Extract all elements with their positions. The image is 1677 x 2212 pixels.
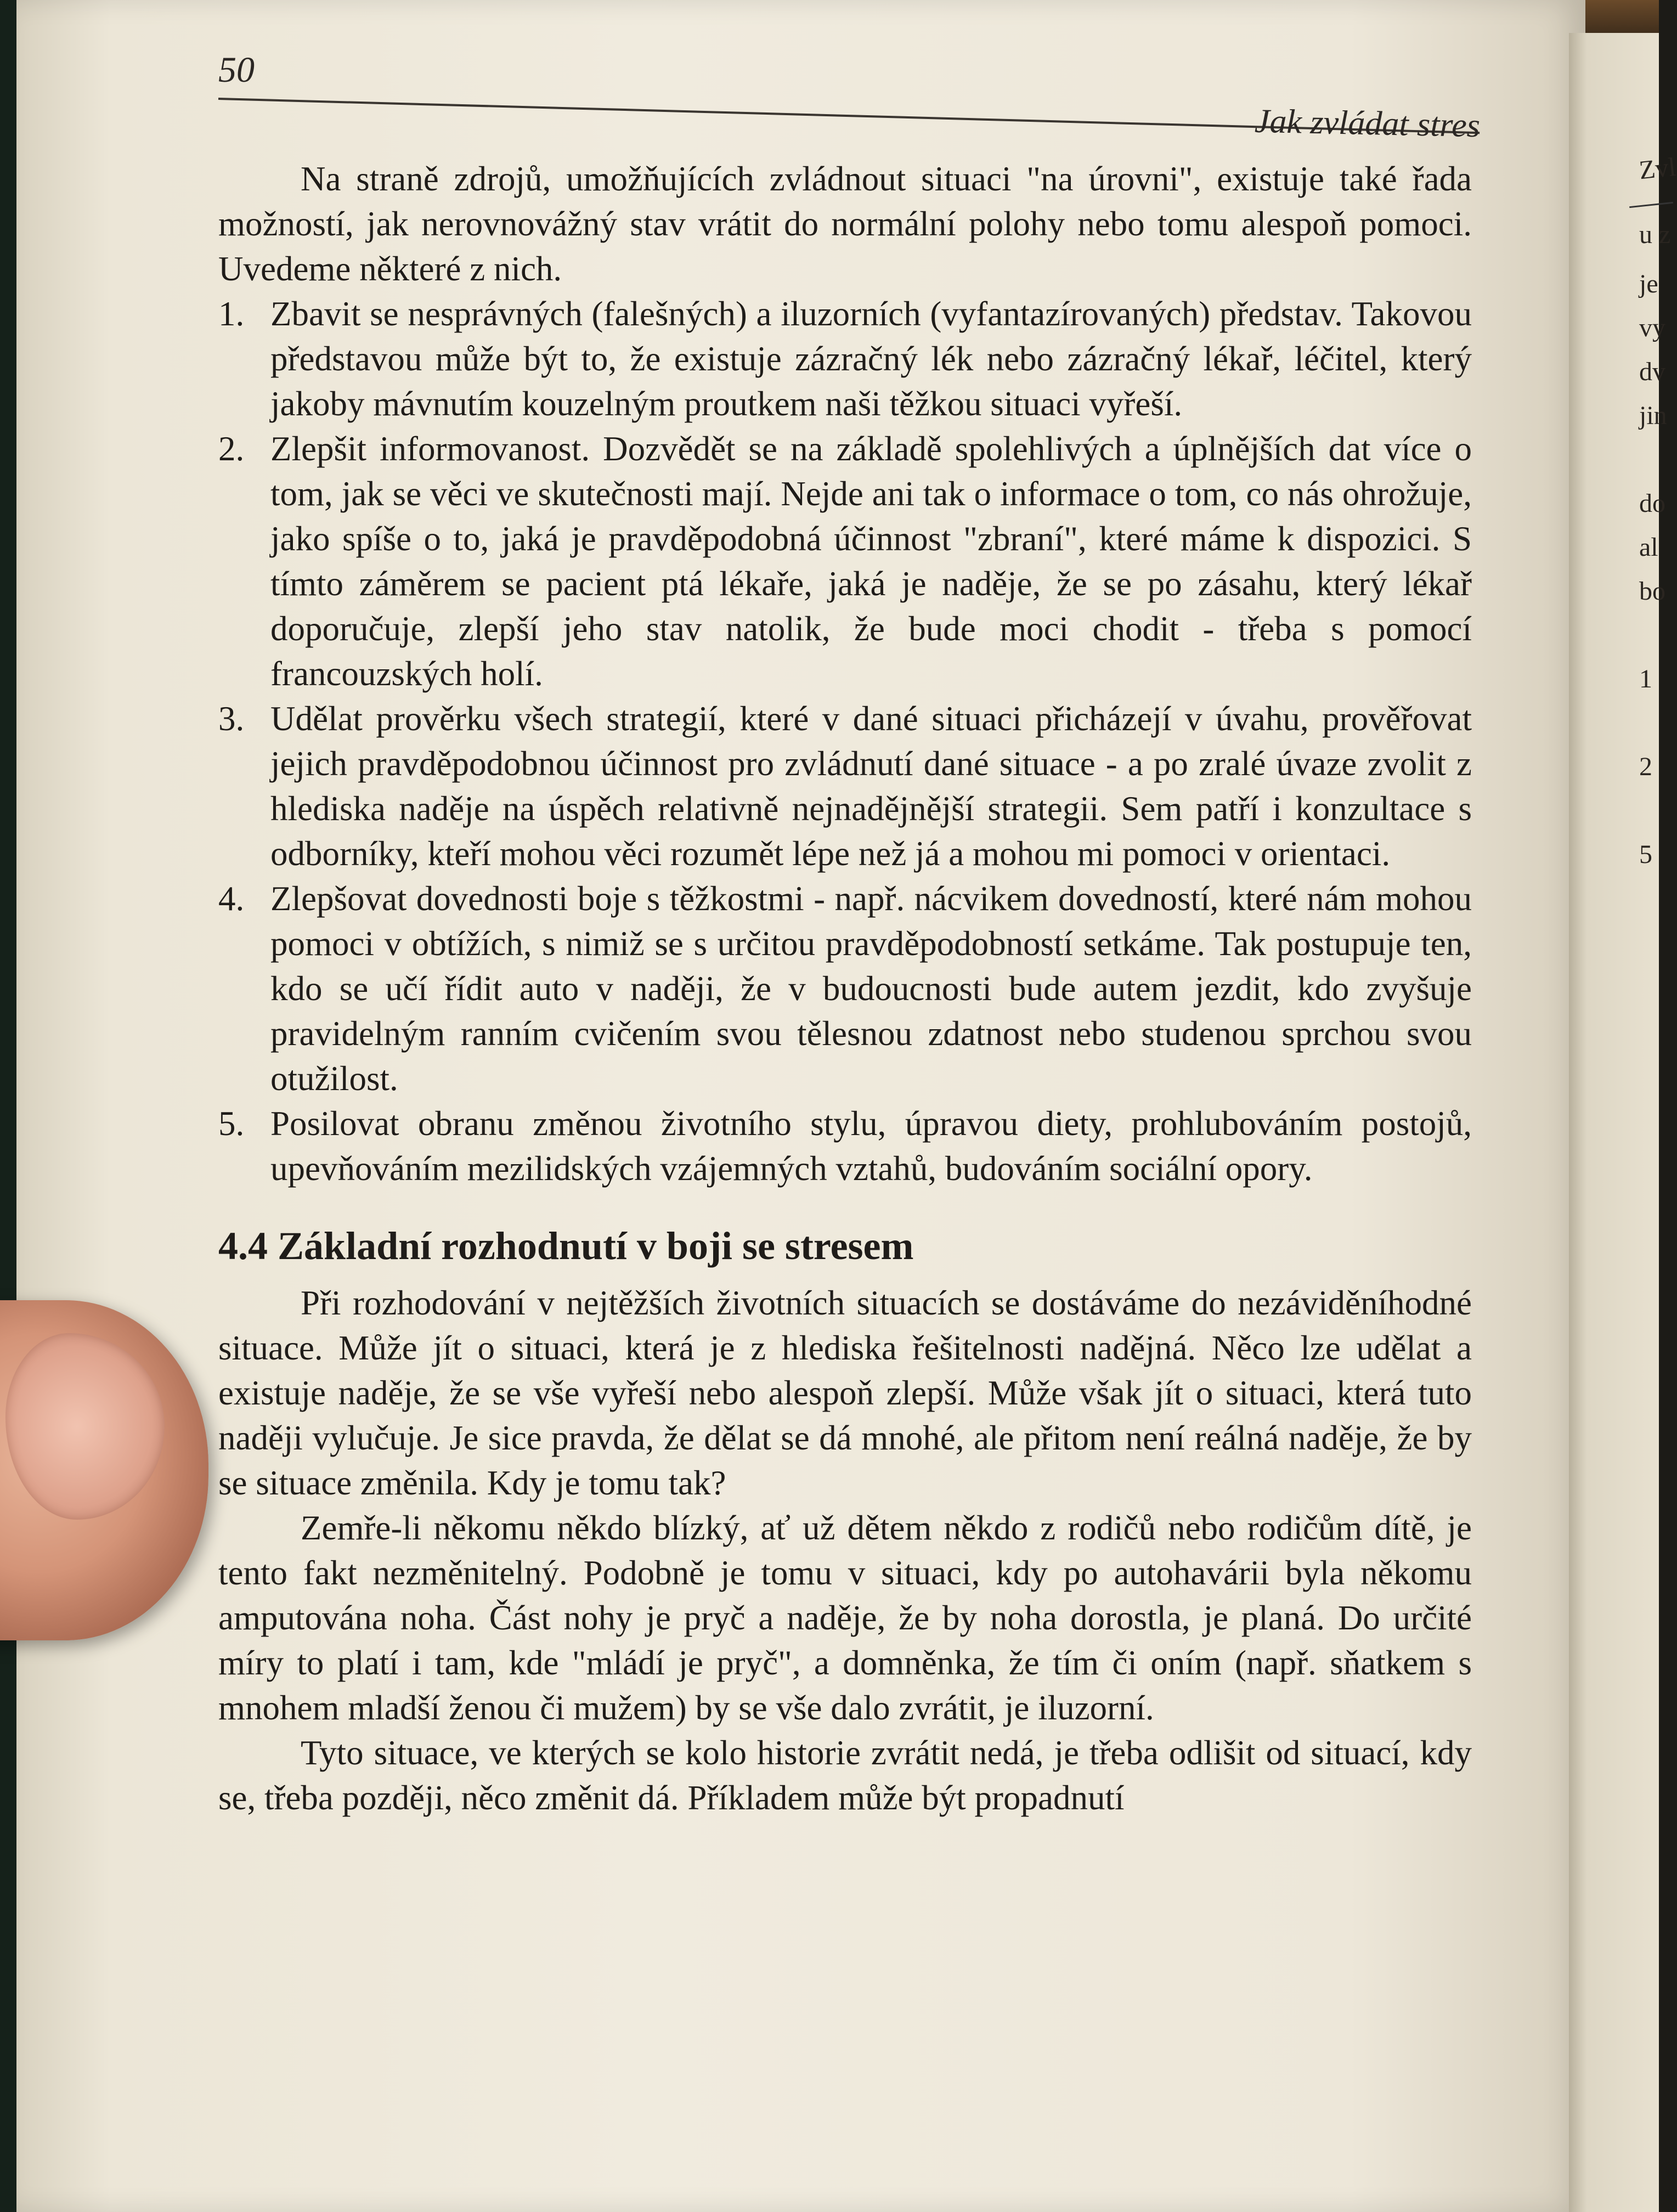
body-paragraph: Při rozhodování v nejtěžších životních situacích se dostáváme do nezáviděníhodné situace. Může jít o situaci, která je z hlediska řešitelnosti nadějná. Něco lze udělat a existuje naděje, že se vše vyřeší nebo alespoň zlepší. Může však jít o situaci, která tuto naději vylučuje. Je sice pravda, že dělat se dá mnohé, ale přitom není reálná naděje, že by se situace změnila. Kdy je tomu tak? — [218, 1284, 1472, 1502]
adjacent-page-fragment: jin — [1639, 401, 1667, 430]
adjacent-page-fragment: 1 — [1639, 664, 1652, 693]
adjacent-page-fragment: u z — [1639, 220, 1671, 249]
list-item-number: 5. — [218, 1104, 245, 1143]
adjacent-page-fragment: dv — [1639, 357, 1665, 386]
list-item-text: Zlepšit informovanost. Dozvědět se na základě spolehlivých a úplnějších dat více o tom, jak se věci ve skutečnosti mají. Nejde ani tak o informace o tom, co nás ohrožuje, jako spíše o to, jaká je pravděpodobná účinnost "zbraní", které máme k dispozici. S tímto záměrem se pacient ptá lékaře, jaká je naděje, že se po zásahu, který lékař doporučuje, zlepší jeho stav natolik, že bude moci chodit - třeba s pomocí francouzských holí. — [270, 430, 1472, 693]
adjacent-page — [1569, 33, 1677, 2212]
adjacent-page-fragment: je — [1639, 269, 1658, 298]
intro-paragraph: Na straně zdrojů, umožňujících zvládnout situaci "na úrovni", existuje také řada možností, jak nerovnovážný stav vrátit do normální polohy nebo tomu alespoň pomoci. Uvedeme některé z nich. — [218, 160, 1472, 288]
list-item-number: 3. — [218, 699, 245, 738]
page-number: 50 — [218, 50, 255, 90]
body-text — [218, 156, 1472, 1820]
adjacent-page-fragment: 2 — [1639, 752, 1652, 781]
list-item-number: 1. — [218, 295, 245, 333]
list-item — [218, 1101, 1472, 1191]
list-item-text: Udělat prověrku všech strategií, které v dané situaci přicházejí v úvahu, prověřovat jejich pravděpodobnou účinnost pro zvládnutí dané situace - a po zralé úvaze zvolit z hlediska naděje na úspěch relativně nejnadějnější strategii. Sem patří i konzultace s odborníky, kteří mohou věci rozumět lépe než já a mohou mi pomoci v orientaci. — [270, 699, 1472, 873]
thumbnail — [5, 1333, 165, 1520]
running-head: Jak zvládat stres — [1254, 102, 1481, 145]
list-item — [218, 876, 1472, 1101]
list-item-text: Posilovat obranu změnou životního stylu, úpravou diety, prohlubováním postojů, upevňováním mezilidských vzájemných vztahů, budováním sociální opory. — [270, 1104, 1472, 1188]
page-header — [218, 49, 1480, 143]
list-item-number: 4. — [218, 879, 245, 918]
adjacent-page-fragment: do — [1639, 489, 1665, 518]
list-item-text: Zlepšovat dovednosti boje s těžkostmi - např. nácvikem dovedností, které nám mohou pomoci v obtížích, s nimiž se s určitou pravděpodobností setkáme. Tak postupuje ten, kdo se učí řídit auto v naději, že v budoucnosti bude autem jezdit, kdo zvyšuje pravidelným ranním cvičením svou tělesnou zdatnost nebo studenou sprchou svou otužilost. — [270, 879, 1472, 1098]
adjacent-page-fragment: bo — [1639, 577, 1665, 606]
list-item — [218, 426, 1472, 696]
adjacent-page-rule — [1629, 202, 1673, 208]
adjacent-page-fragment: 5 — [1639, 840, 1652, 869]
section-heading: 4.4 Základní rozhodnutí v boji se stresem — [218, 1224, 914, 1268]
strategy-list — [218, 291, 1472, 1191]
body-paragraph: Zemře-li někomu někdo blízký, ať už dětem někdo z rodičů nebo rodičům dítě, je tento fakt nezměnitelný. Podobně je tomu v situaci, kdy po autohavárii byla někomu amputována noha. Část nohy je pryč a naděje, že by noha dorostla, je planá. Do určité míry to platí i tam, kde "mládí je pryč", a domněnka, že tím či oním (např. sňatkem s mnohem mladší ženou či mužem) by se vše dalo zvrátit, je iluzorní. — [218, 1509, 1472, 1727]
adjacent-page-fragment: al — [1639, 533, 1658, 562]
list-item — [218, 696, 1472, 876]
list-item — [218, 291, 1472, 426]
list-item-number: 2. — [218, 430, 245, 468]
adjacent-page-fragment: Zvl — [1638, 152, 1677, 185]
body-paragraph: Tyto situace, ve kterých se kolo historie zvrátit nedá, je třeba odlišit od situací, kdy se, třeba později, něco změnit dá. Příkladem může být propadnutí — [218, 1734, 1472, 1817]
list-item-text: Zbavit se nesprávných (falešných) a iluzorních (vyfantazírovaných) představ. Takovou představou může být to, že existuje zázračný lék nebo zázračný lékař, léčitel, který jakoby mávnutím kouzelným proutkem naši těžkou situaci vyřeší. — [270, 295, 1472, 423]
adjacent-page-fragment: vy — [1639, 313, 1665, 342]
